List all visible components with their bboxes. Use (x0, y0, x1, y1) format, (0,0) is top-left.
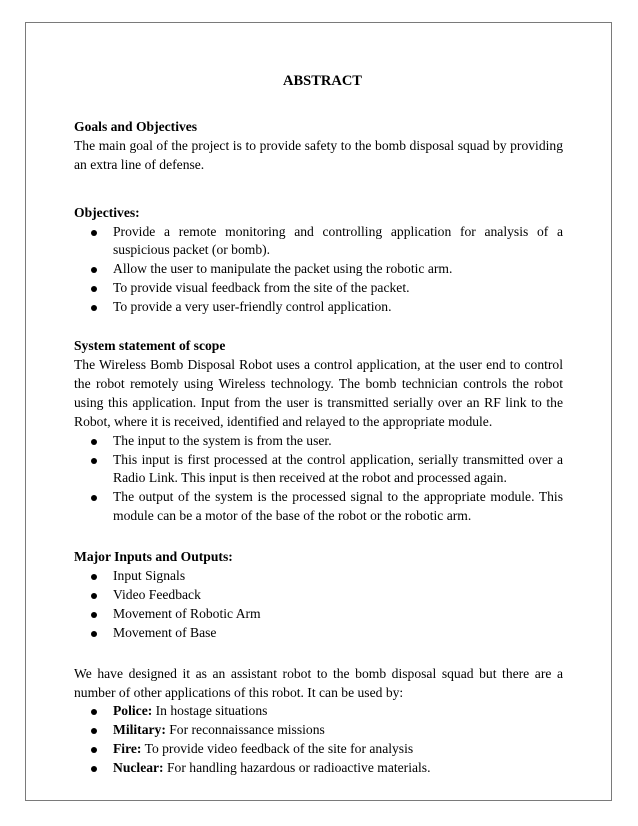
goals-heading: Goals and Objectives (74, 118, 198, 134)
scope-heading: System statement of scope (74, 338, 226, 354)
scope-text: The Wireless Bomb Disposal Robot uses a control application, at the user end to control the robot remotely using Wireless technology. The bomb technician controls the robot using this application. Input from the user is transmitted serially over an RF link to the Robot, where it is received, identified and relayed to the appropriate module. (74, 356, 563, 429)
list-item: The input to the system is from the user. (74, 432, 563, 451)
list-item: Movement of Robotic Arm (74, 605, 563, 624)
bullet-icon (91, 267, 97, 273)
list-item: Military: For reconnaissance missions (74, 721, 563, 740)
application-label: Nuclear: (113, 760, 164, 776)
goals-section (74, 118, 563, 175)
bullet-icon (91, 286, 97, 292)
list-item: Fire: To provide video feedback of the site for analysis (74, 740, 563, 759)
application-label: Fire: (113, 741, 142, 757)
applications-list (74, 702, 563, 778)
document-title: ABSTRACT (283, 73, 362, 89)
bullet-icon (91, 593, 97, 599)
objectives-section (74, 204, 563, 317)
bullet-icon (91, 439, 97, 445)
bullet-icon (91, 709, 97, 715)
list-item: To provide a very user-friendly control application. (74, 298, 563, 317)
bullet-icon (91, 612, 97, 618)
io-heading: Major Inputs and Outputs: (74, 549, 233, 565)
scope-section (74, 337, 563, 526)
bullet-icon (91, 631, 97, 637)
applications-text: We have designed it as an assistant robot to the bomb disposal squad but there are a number of other applications of this robot. It can be used by: (74, 665, 563, 700)
list-item: Provide a remote monitoring and controlling application for analysis of a suspicious packet (or bomb). (74, 223, 563, 261)
list-item: Allow the user to manipulate the packet using the robotic arm. (74, 260, 563, 279)
bullet-icon (91, 747, 97, 753)
applications-section (74, 665, 563, 778)
application-label: Police: (113, 703, 153, 719)
io-section (74, 548, 563, 643)
list-item: This input is first processed at the control application, serially transmitted over a Radio Link. This input is then received at the robot and processed again. (74, 451, 563, 489)
list-item: The output of the system is the processed signal to the appropriate module. This module can be a motor of the base of the robot or the robotic arm. (74, 488, 563, 526)
bullet-icon (91, 230, 97, 236)
scope-list (74, 432, 563, 527)
bullet-icon (91, 458, 97, 464)
bullet-icon (91, 305, 97, 311)
io-list (74, 567, 563, 643)
list-item: Nuclear: For handling hazardous or radioactive materials. (74, 759, 563, 778)
bullet-icon (91, 495, 97, 501)
bullet-icon (91, 766, 97, 772)
goals-text: The main goal of the project is to provide safety to the bomb disposal squad by providing an extra line of defense. (74, 137, 563, 172)
list-item: Video Feedback (74, 586, 563, 605)
list-item: Movement of Base (74, 624, 563, 643)
bullet-icon (91, 728, 97, 734)
objectives-list (74, 223, 563, 318)
application-label: Military: (113, 722, 166, 738)
list-item: Input Signals (74, 567, 563, 586)
list-item: Police: In hostage situations (74, 702, 563, 721)
list-item: To provide visual feedback from the site of the packet. (74, 279, 563, 298)
bullet-icon (91, 574, 97, 580)
objectives-heading: Objectives: (74, 204, 140, 220)
document-body (74, 72, 563, 778)
